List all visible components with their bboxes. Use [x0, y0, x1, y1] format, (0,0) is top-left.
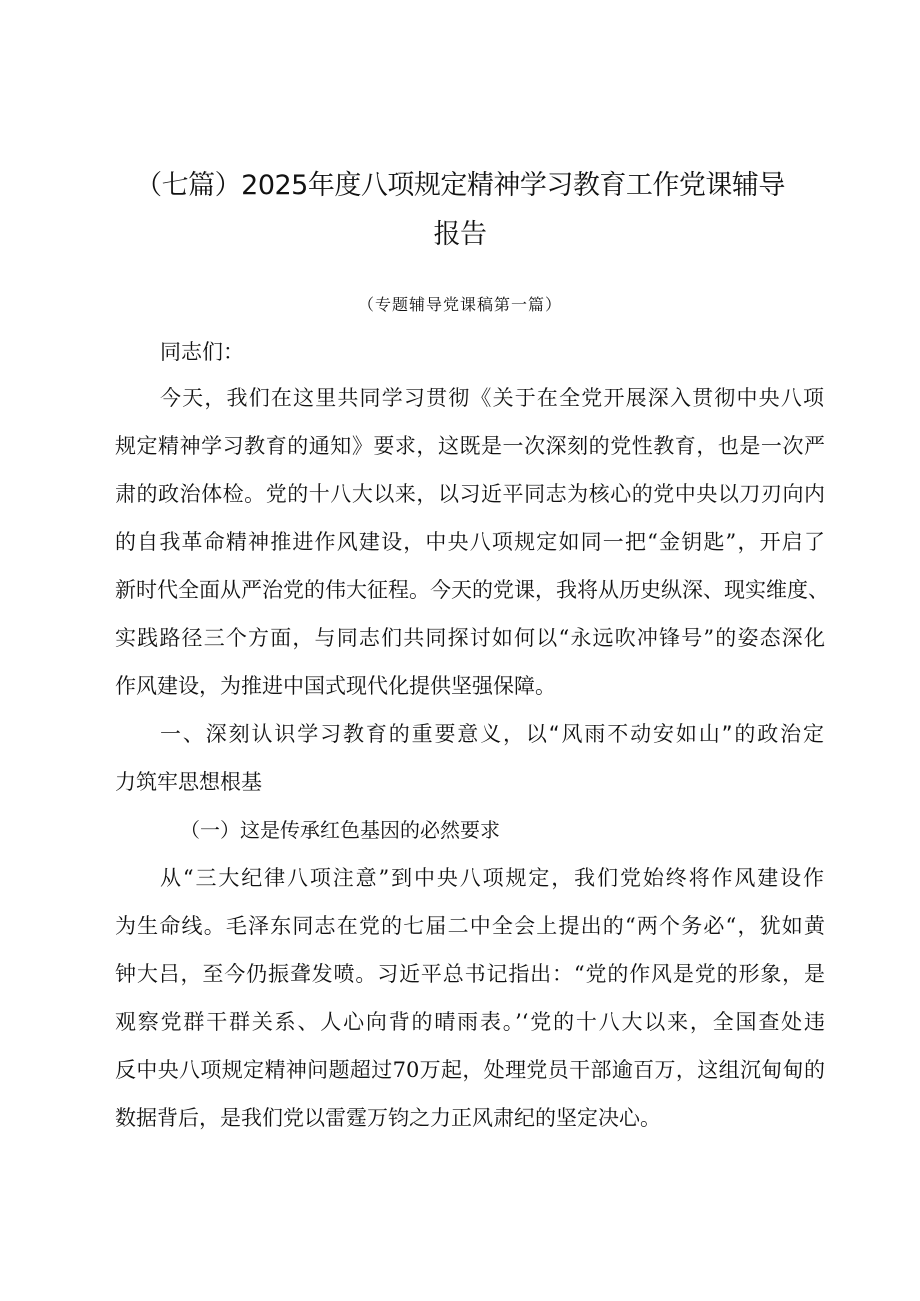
intro-line: 肃的政治体检。党的十八大以来，以习近平同志为核心的党中央以刀刃向内	[115, 482, 825, 506]
intro-line: 作风建设，为推进中国式现代化提供坚强保障。	[115, 674, 556, 698]
document-title-line-1: （七篇）2025年度八项规定精神学习教育工作党课辅导	[135, 170, 785, 201]
body-line: 从“三大纪律八项注意”到中央八项规定，我们党始终将作风建设作	[160, 866, 824, 890]
body-line: 数据背后，是我们党以雷霆万钧之力正风肃纪的坚定决心。	[115, 1106, 661, 1130]
section-heading-line: 力筑牢思想根基	[115, 770, 262, 794]
document-subtitle: （专题辅导党课稿第一篇）	[357, 295, 562, 314]
intro-line: 新时代全面从严治党的伟大征程。今天的党课，我将从历史纵深、现实维度、	[115, 578, 829, 602]
document-title-line-2: 报告	[433, 219, 487, 250]
body-line: 钟大吕，至今仍振聋发喷。习近平总书记指出：“党的作风是党的形象，是	[115, 962, 825, 986]
salutation: 同志们：	[160, 340, 244, 364]
body-line: 为生命线。毛泽东同志在党的七届二中全会上提出的“两个务必“，犹如黄	[115, 914, 825, 938]
intro-line: 的自我革命精神推进作风建设，中央八项规定如同一把“金钥匙”，开启了	[115, 530, 825, 554]
intro-line: 规定精神学习教育的通知》要求，这既是一次深刻的党性教育，也是一次严	[115, 434, 825, 458]
intro-line: 实践路径三个方面，与同志们共同探讨如何以“永远吹冲锋号”的姿态深化	[115, 626, 825, 650]
body-line: 观察党群干群关系、人心向背的晴雨表。’‘党的十八大以来，全国查处违	[115, 1010, 825, 1034]
section-heading-line: 一、深刻认识学习教育的重要意义，以“风雨不动安如山”的政治定	[160, 722, 824, 746]
intro-line: 今天，我们在这里共同学习贯彻《关于在全党开展深入贯彻中央八项	[160, 386, 824, 410]
subsection-heading: （一）这是传承红色基因的必然要求	[180, 818, 500, 842]
body-line: 反中央八项规定精神问题超过70万起，处理党员干部逾百万，这组沉甸甸的	[115, 1058, 825, 1082]
